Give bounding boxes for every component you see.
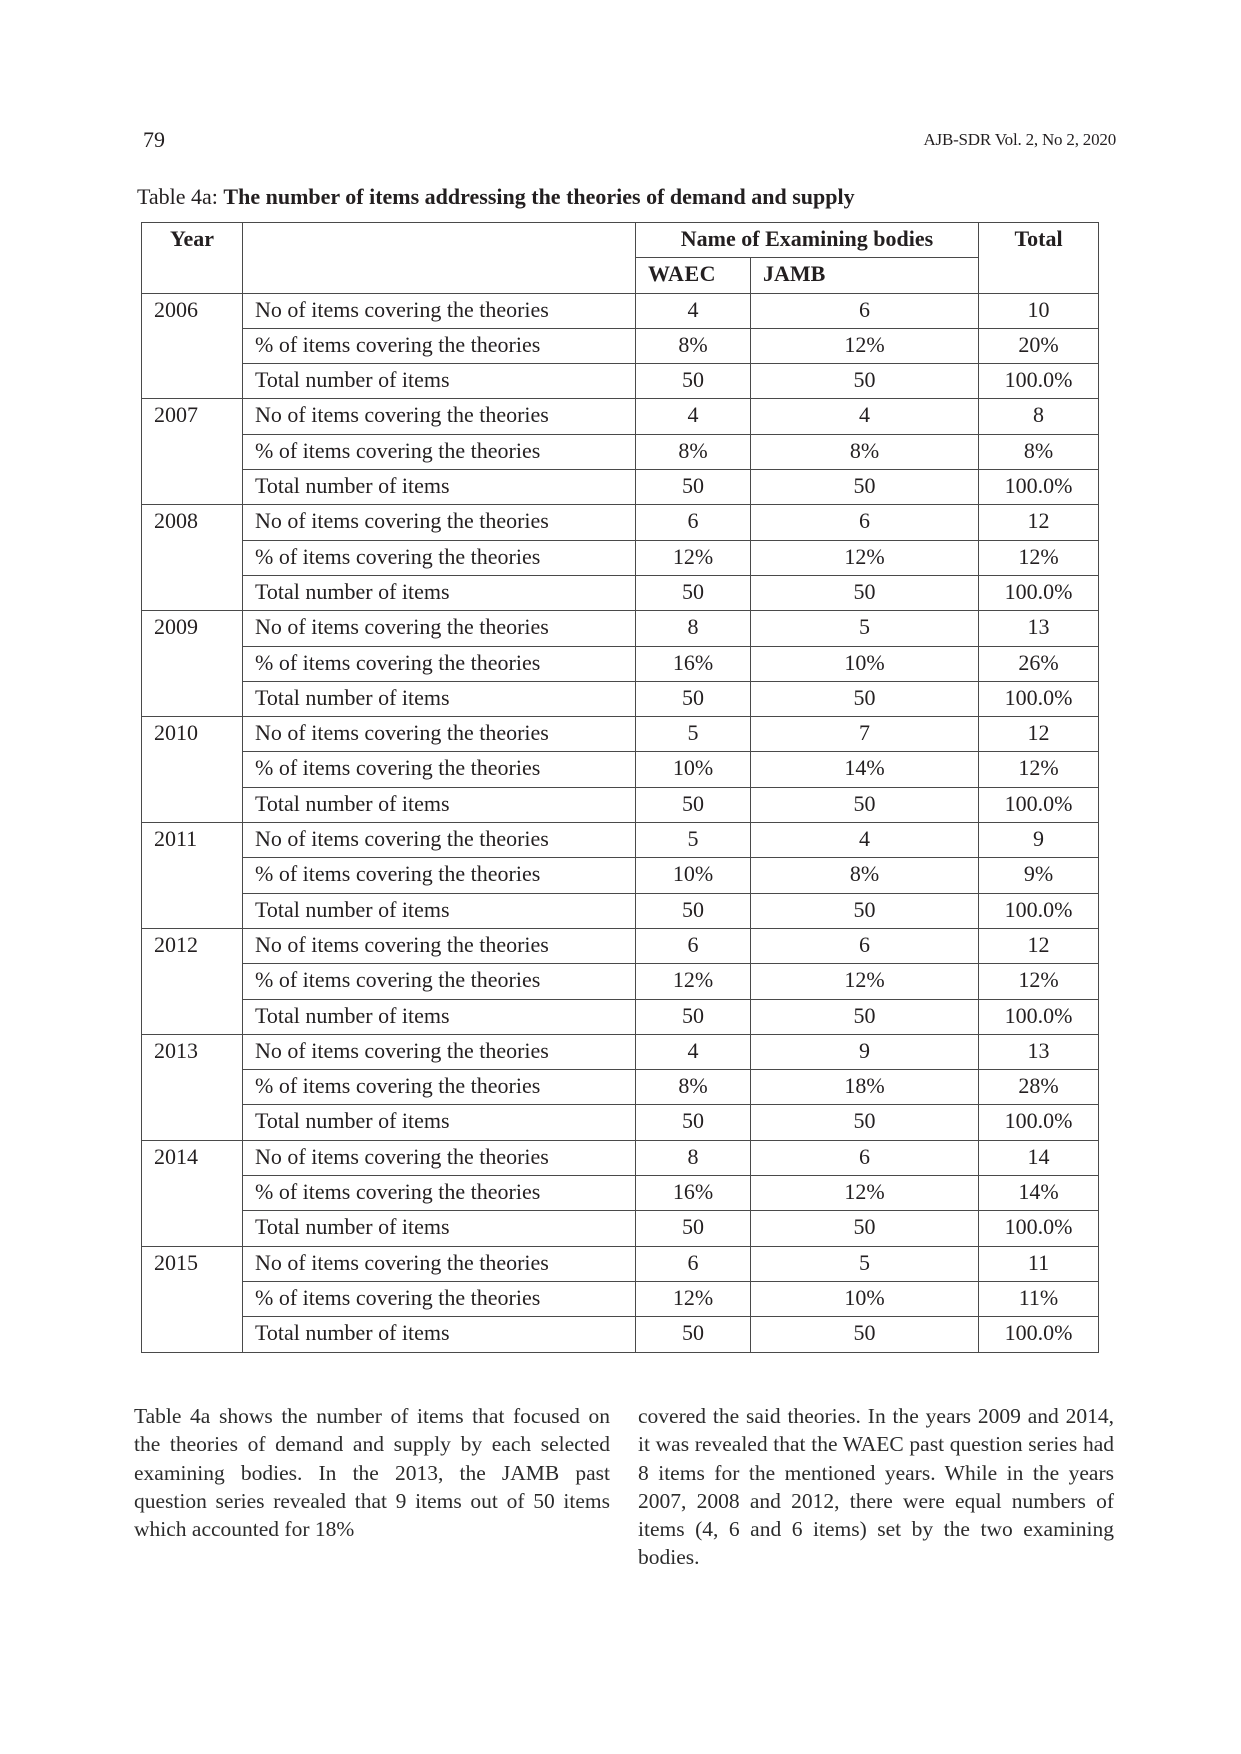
table-row [142,1034,1099,1069]
table-row [142,328,1099,363]
jamb-value-cell: 10% [751,646,979,681]
jamb-value-cell: 50 [751,1317,979,1352]
total-value-cell: 10 [979,293,1099,328]
total-value-cell: 14% [979,1176,1099,1211]
jamb-value-cell: 12% [751,964,979,999]
year-cell: 2009 [142,611,243,717]
jamb-value-cell: 50 [751,364,979,399]
waec-value-cell: 50 [636,1317,751,1352]
total-value-cell: 100.0% [979,470,1099,505]
year-cell: 2015 [142,1246,243,1352]
jamb-value-cell: 50 [751,1105,979,1140]
header-row-label-blank [243,223,636,294]
year-cell: 2010 [142,717,243,823]
waec-value-cell: 16% [636,1176,751,1211]
waec-value-cell: 4 [636,1034,751,1069]
jamb-value-cell: 12% [751,540,979,575]
jamb-value-cell: 50 [751,999,979,1034]
waec-value-cell: 50 [636,999,751,1034]
jamb-value-cell: 14% [751,752,979,787]
row-label-cell: No of items covering the theories [243,1034,636,1069]
jamb-value-cell: 50 [751,470,979,505]
waec-value-cell: 4 [636,399,751,434]
year-cell: 2013 [142,1034,243,1140]
year-cell: 2007 [142,399,243,505]
header-waec: WAEC [636,258,751,293]
jamb-value-cell: 10% [751,1281,979,1316]
jamb-value-cell: 4 [751,399,979,434]
total-value-cell: 100.0% [979,787,1099,822]
waec-value-cell: 16% [636,646,751,681]
jamb-value-cell: 12% [751,328,979,363]
header-examining-bodies: Name of Examining bodies [636,223,979,258]
jamb-value-cell: 50 [751,681,979,716]
total-value-cell: 13 [979,611,1099,646]
waec-value-cell: 6 [636,505,751,540]
waec-value-cell: 10% [636,752,751,787]
waec-value-cell: 50 [636,1105,751,1140]
table-row [142,1070,1099,1105]
table-row [142,717,1099,752]
table-row [142,1176,1099,1211]
total-value-cell: 100.0% [979,1105,1099,1140]
total-value-cell: 14 [979,1140,1099,1175]
row-label-cell: Total number of items [243,999,636,1034]
row-label-cell: Total number of items [243,470,636,505]
jamb-value-cell: 6 [751,928,979,963]
total-value-cell: 12% [979,964,1099,999]
jamb-value-cell: 8% [751,858,979,893]
waec-value-cell: 50 [636,787,751,822]
row-label-cell: Total number of items [243,1211,636,1246]
row-label-cell: No of items covering the theories [243,611,636,646]
waec-value-cell: 8 [636,1140,751,1175]
table-row [142,964,1099,999]
table-row [142,1246,1099,1281]
row-label-cell: % of items covering the theories [243,964,636,999]
jamb-value-cell: 50 [751,893,979,928]
demand-supply-items-table [141,222,1099,1353]
row-label-cell: Total number of items [243,575,636,610]
jamb-value-cell: 8% [751,434,979,469]
row-label-cell: No of items covering the theories [243,823,636,858]
body-text-left-column: Table 4a shows the number of items that focused on the theories of demand and supply by each selected examining bodies. In the 2013, the JAMB past question series revealed that 9 items out of 50 items which accounted for 18% [134,1404,610,1542]
page-number: 79 [143,127,165,152]
waec-value-cell: 8% [636,1070,751,1105]
total-value-cell: 12 [979,717,1099,752]
table-row [142,434,1099,469]
table-row [142,540,1099,575]
journal-running-header: AJB-SDR Vol. 2, No 2, 2020 [923,130,1116,149]
total-value-cell: 12 [979,928,1099,963]
year-cell: 2011 [142,823,243,929]
table-row [142,1281,1099,1316]
row-label-cell: % of items covering the theories [243,1070,636,1105]
table-row [142,1211,1099,1246]
table-row [142,293,1099,328]
total-value-cell: 11 [979,1246,1099,1281]
total-value-cell: 100.0% [979,575,1099,610]
row-label-cell: % of items covering the theories [243,858,636,893]
waec-value-cell: 5 [636,717,751,752]
table-row [142,999,1099,1034]
body-text-right-column: covered the said theories. In the years 2009 and 2014, it was revealed that the WAEC past question series had 8 items for the mentioned years. While in the years 2007, 2008 and 2012, there were equal numbers of items (4, 6 and 6 items) set by the two examining bodies. [638,1404,1114,1570]
row-label-cell: No of items covering the theories [243,505,636,540]
total-value-cell: 9 [979,823,1099,858]
total-value-cell: 12% [979,752,1099,787]
jamb-value-cell: 7 [751,717,979,752]
waec-value-cell: 50 [636,470,751,505]
row-label-cell: % of items covering the theories [243,434,636,469]
total-value-cell: 8% [979,434,1099,469]
year-cell: 2006 [142,293,243,399]
table-row [142,399,1099,434]
row-label-cell: Total number of items [243,1105,636,1140]
waec-value-cell: 50 [636,1211,751,1246]
row-label-cell: % of items covering the theories [243,540,636,575]
table-row [142,858,1099,893]
jamb-value-cell: 6 [751,1140,979,1175]
total-value-cell: 26% [979,646,1099,681]
row-label-cell: Total number of items [243,893,636,928]
row-label-cell: % of items covering the theories [243,752,636,787]
jamb-value-cell: 4 [751,823,979,858]
total-value-cell: 100.0% [979,364,1099,399]
year-cell: 2012 [142,928,243,1034]
table-row [142,1140,1099,1175]
total-value-cell: 100.0% [979,681,1099,716]
total-value-cell: 20% [979,328,1099,363]
header-row-1 [142,223,1099,258]
waec-value-cell: 50 [636,681,751,716]
waec-value-cell: 10% [636,858,751,893]
total-value-cell: 13 [979,1034,1099,1069]
row-label-cell: No of items covering the theories [243,293,636,328]
table-row [142,646,1099,681]
total-value-cell: 100.0% [979,893,1099,928]
waec-value-cell: 8 [636,611,751,646]
row-label-cell: % of items covering the theories [243,328,636,363]
total-value-cell: 9% [979,858,1099,893]
header-total: Total [979,223,1099,294]
row-label-cell: Total number of items [243,1317,636,1352]
jamb-value-cell: 50 [751,787,979,822]
jamb-value-cell: 18% [751,1070,979,1105]
row-label-cell: No of items covering the theories [243,928,636,963]
caption-title: The number of items addressing the theories of demand and supply [223,184,855,209]
total-value-cell: 8 [979,399,1099,434]
table-row [142,505,1099,540]
header-jamb: JAMB [751,258,979,293]
table-row [142,575,1099,610]
total-value-cell: 11% [979,1281,1099,1316]
row-label-cell: No of items covering the theories [243,1246,636,1281]
waec-value-cell: 50 [636,893,751,928]
total-value-cell: 28% [979,1070,1099,1105]
jamb-value-cell: 6 [751,293,979,328]
table-row [142,611,1099,646]
total-value-cell: 100.0% [979,999,1099,1034]
total-value-cell: 12% [979,540,1099,575]
waec-value-cell: 6 [636,1246,751,1281]
year-cell: 2014 [142,1140,243,1246]
row-label-cell: No of items covering the theories [243,399,636,434]
year-cell: 2008 [142,505,243,611]
waec-value-cell: 12% [636,540,751,575]
jamb-value-cell: 50 [751,1211,979,1246]
table-row [142,1105,1099,1140]
table-row [142,823,1099,858]
table-row [142,893,1099,928]
waec-value-cell: 50 [636,575,751,610]
waec-value-cell: 12% [636,1281,751,1316]
table-row [142,1317,1099,1352]
jamb-value-cell: 6 [751,505,979,540]
caption-label: Table 4a: [137,184,224,209]
row-label-cell: % of items covering the theories [243,646,636,681]
row-label-cell: % of items covering the theories [243,1176,636,1211]
jamb-value-cell: 12% [751,1176,979,1211]
table-row [142,470,1099,505]
jamb-value-cell: 5 [751,1246,979,1281]
waec-value-cell: 6 [636,928,751,963]
table-row [142,681,1099,716]
jamb-value-cell: 5 [751,611,979,646]
jamb-value-cell: 50 [751,575,979,610]
table-row [142,364,1099,399]
table-body [142,293,1099,1352]
row-label-cell: No of items covering the theories [243,1140,636,1175]
waec-value-cell: 8% [636,328,751,363]
table-caption [137,184,855,210]
waec-value-cell: 5 [636,823,751,858]
waec-value-cell: 50 [636,364,751,399]
total-value-cell: 100.0% [979,1211,1099,1246]
total-value-cell: 12 [979,505,1099,540]
row-label-cell: Total number of items [243,787,636,822]
waec-value-cell: 12% [636,964,751,999]
row-label-cell: Total number of items [243,364,636,399]
row-label-cell: No of items covering the theories [243,717,636,752]
waec-value-cell: 8% [636,434,751,469]
row-label-cell: % of items covering the theories [243,1281,636,1316]
waec-value-cell: 4 [636,293,751,328]
table-row [142,787,1099,822]
table-header [142,223,1099,294]
row-label-cell: Total number of items [243,681,636,716]
total-value-cell: 100.0% [979,1317,1099,1352]
table-row [142,752,1099,787]
jamb-value-cell: 9 [751,1034,979,1069]
table-row [142,928,1099,963]
header-year: Year [142,223,243,294]
